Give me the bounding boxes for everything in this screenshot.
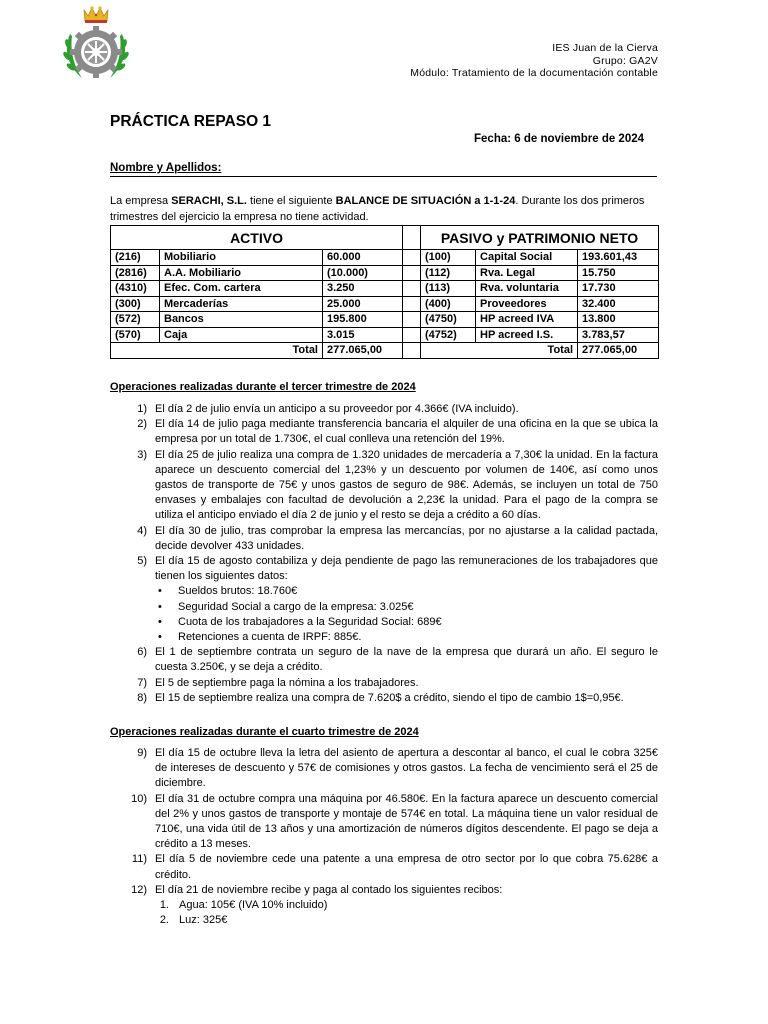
operation-text: El 15 de septiembre realiza una compra de 7.620$ a crédito, siendo el tipo de cambio 1$=0,95€. [155, 691, 624, 704]
operation-number: 11) [131, 853, 147, 866]
pasivo-code: (4752) [421, 327, 476, 343]
receipt-text: Agua: 105€ (IVA 10% incluido) [179, 899, 328, 912]
receipt-number: 2. [159, 914, 169, 927]
intro-text-3: . Durante los dos primeros trimestres del ejercicio la empresa no tiene actividad. [110, 195, 645, 223]
cogwheel-icon [70, 26, 122, 78]
receipt-text: Luz: 325€ [179, 914, 228, 927]
pasivo-value: 193.601,43 [578, 250, 659, 266]
operation-number: 5) [137, 555, 147, 568]
activo-header: ACTIVO [111, 226, 403, 250]
operation-item [110, 852, 658, 882]
operation-number: 9) [137, 747, 147, 759]
section-heading-q4: Operaciones realizadas durante el cuarto trimestre de 2024 [110, 726, 419, 738]
balance-header-row [111, 226, 659, 250]
separator-cell [403, 226, 421, 250]
activo-account: Efec. Com. cartera [160, 281, 323, 297]
activo-code: (4310) [111, 281, 160, 297]
operation-item [110, 676, 658, 691]
bullet-item: • Seguridad Social a cargo de la empresa: 3.025€ [155, 600, 658, 615]
activo-account: A.A. Mobiliario [160, 265, 323, 281]
intro-text-2: tiene el siguiente [246, 195, 336, 207]
operation-item [110, 746, 658, 792]
pasivo-value: 17.730 [578, 281, 659, 297]
name-label: Nombre y Apellidos: [110, 162, 222, 174]
crown-icon [84, 6, 108, 23]
pasivo-header: PASIVO y PATRIMONIO NETO [421, 226, 659, 250]
activo-code: (570) [111, 327, 160, 343]
operation-number: 10) [131, 792, 147, 805]
total-activo: 277.065,00 [323, 343, 403, 359]
operation-item [110, 417, 658, 447]
empty-cell [421, 343, 476, 359]
operation-number: 3) [137, 448, 147, 461]
operation-text: El día 5 de noviembre cede una patente a una empresa de otro sector por lo que cobra 75.628€ a crédito. [155, 853, 658, 881]
activo-account: Mercaderías [160, 296, 323, 312]
operation-item [110, 645, 658, 675]
pasivo-account: Rva. voluntaria [476, 281, 578, 297]
activo-value: 3.250 [323, 281, 403, 297]
pasivo-account: Rva. Legal [476, 265, 578, 281]
separator-cell [403, 312, 421, 328]
balance-table [110, 225, 659, 359]
activo-value: 60.000 [323, 250, 403, 266]
balance-row [111, 296, 659, 312]
balance-row [111, 312, 659, 328]
bullet-item: • Cuota de los trabajadores a la Seguridad Social: 689€ [155, 615, 658, 630]
separator-cell [403, 281, 421, 297]
company-name: SERACHI, S.L. [171, 195, 247, 207]
pasivo-code: (100) [421, 250, 476, 266]
separator-cell [403, 250, 421, 266]
bullet-item: • Sueldos brutos: 18.760€ [155, 584, 658, 599]
receipt-item [155, 898, 658, 913]
intro-text-1: La empresa [110, 195, 172, 207]
school-logo [62, 4, 130, 88]
pasivo-account: Proveedores [476, 296, 578, 312]
pasivo-value: 13.800 [578, 312, 659, 328]
activo-account: Bancos [160, 312, 323, 328]
group-label: Grupo: GA2V [592, 54, 658, 67]
bullet-item: • Retenciones a cuenta de IRPF: 885€. [155, 630, 658, 645]
operation-item [110, 448, 658, 524]
operation-item [110, 792, 658, 853]
pasivo-code: (4750) [421, 312, 476, 328]
balance-row [111, 281, 659, 297]
total-label-pasivo: Total [476, 343, 578, 359]
school-header [410, 42, 658, 80]
operation-item [110, 554, 658, 645]
total-label-activo: Total [160, 343, 323, 359]
pasivo-value: 15.750 [578, 265, 659, 281]
pasivo-code: (112) [421, 265, 476, 281]
operation-number: 2) [137, 418, 147, 431]
operation-text: El 1 de septiembre contrata un seguro de la nave de la empresa que durará un año. El seguro le cuesta 3.250€, y se deja a crédito. [155, 646, 658, 674]
payroll-bullet-list [155, 584, 658, 645]
school-name: IES Juan de la Cierva [552, 42, 658, 54]
empty-cell [111, 343, 160, 359]
operation-number: 8) [137, 691, 147, 704]
activo-account: Caja [160, 327, 323, 343]
activo-value: 25.000 [323, 296, 403, 312]
operations-list-q4 [110, 746, 658, 928]
receipt-list [155, 898, 658, 928]
operation-text: El día 15 de agosto contabiliza y deja pendiente de pago las remuneraciones de los trabajadores que tienen los siguientes datos: [155, 555, 658, 583]
activo-value: (10.000) [323, 265, 403, 281]
operation-number: 7) [137, 676, 147, 689]
separator-cell [403, 265, 421, 281]
balance-row [111, 250, 659, 266]
name-field[interactable] [110, 162, 657, 177]
balance-title: BALANCE DE SITUACIÓN a 1-1-24 [335, 195, 516, 207]
activo-code: (216) [111, 250, 160, 266]
operation-item [110, 883, 658, 929]
pasivo-value: 32.400 [578, 296, 659, 312]
intro-paragraph [110, 194, 658, 225]
operation-text: El día 25 de julio realiza una compra de 1.320 unidades de mercadería a 7,30€ la unidad. En la factura aparece un descuento comercial del 1,23% y un descuento por volumen de 140€, así como unos gastos de transporte de 75€ y unos gastos de seguro de 98€. Además, se incluyen un total de 750 envases y embalajes con facultad de devolución a 2,23€ la unidad. Para el pago de la compra se utiliza el anticipo enviado el día 2 de junio y el resto se deja a crédito a 60 días. [155, 448, 658, 522]
activo-code: (300) [111, 296, 160, 312]
pasivo-account: HP acreed IVA [476, 312, 578, 328]
receipt-item [155, 913, 658, 928]
balance-row [111, 265, 659, 281]
pasivo-account: HP acreed I.S. [476, 327, 578, 343]
activo-code: (572) [111, 312, 160, 328]
operation-number: 6) [137, 646, 147, 659]
operation-item [110, 524, 658, 554]
operation-number: 12) [131, 883, 147, 896]
operation-text: El 5 de septiembre paga la nómina a los trabajadores. [155, 676, 419, 689]
operation-text: El día 31 de octubre compra una máquina por 46.580€. En la factura aparece un descuento comercial del 2% y unos gastos de transporte y montaje de 574€ en total. La máquina tiene un valor residual de 710€, una vida útil de 13 años y una amortización de números dígitos descendente. El pago se deja a crédito a 13 meses. [155, 792, 658, 851]
balance-row [111, 327, 659, 343]
activo-account: Mobiliario [160, 250, 323, 266]
operation-item [110, 691, 658, 706]
operation-text: El día 2 de julio envía un anticipo a su proveedor por 4.366€ (IVA incluido). [155, 403, 519, 415]
activo-value: 3.015 [323, 327, 403, 343]
operation-number: 4) [137, 524, 147, 537]
separator-cell [403, 343, 421, 359]
module-label: Módulo: Tratamiento de la documentación contable [410, 67, 658, 79]
separator-cell [403, 327, 421, 343]
balance-total-row [111, 343, 659, 359]
operation-text: El día 15 de octubre lleva la letra del asiento de apertura a descontar al banco, el cual le cobra 325€ de intereses de descuento y 57€ de comisiones y otros gastos. La fecha de vencimiento será el 25 de diciembre. [155, 747, 658, 790]
pasivo-account: Capital Social [476, 250, 578, 266]
pasivo-code: (113) [421, 281, 476, 297]
receipt-number: 1. [159, 899, 169, 912]
total-pasivo: 277.065,00 [578, 343, 659, 359]
operation-text: El día 21 de noviembre recibe y paga al contado los siguientes recibos: [155, 883, 503, 896]
operations-list-q3 [110, 402, 658, 706]
operation-item [110, 402, 658, 417]
operation-text: El día 14 de julio paga mediante transferencia bancaria el alquiler de una oficina en la que se ubica la empresa por un total de 1.730€, el cual conlleva una retención del 19%. [155, 418, 658, 446]
pasivo-code: (400) [421, 296, 476, 312]
pasivo-value: 3.783,57 [578, 327, 659, 343]
operation-number: 1) [137, 403, 147, 415]
separator-cell [403, 296, 421, 312]
section-heading-q3: Operaciones realizadas durante el tercer trimestre de 2024 [110, 381, 416, 393]
operation-text: El día 30 de julio, tras comprobar la empresa las mercancías, por no ajustarse a la calidad pactada, decide devolver 433 unidades. [155, 524, 658, 552]
activo-code: (2816) [111, 265, 160, 281]
activo-value: 195.800 [323, 312, 403, 328]
page-title: PRÁCTICA REPASO 1 [110, 113, 272, 130]
date-label: Fecha: 6 de noviembre de 2024 [474, 133, 645, 145]
